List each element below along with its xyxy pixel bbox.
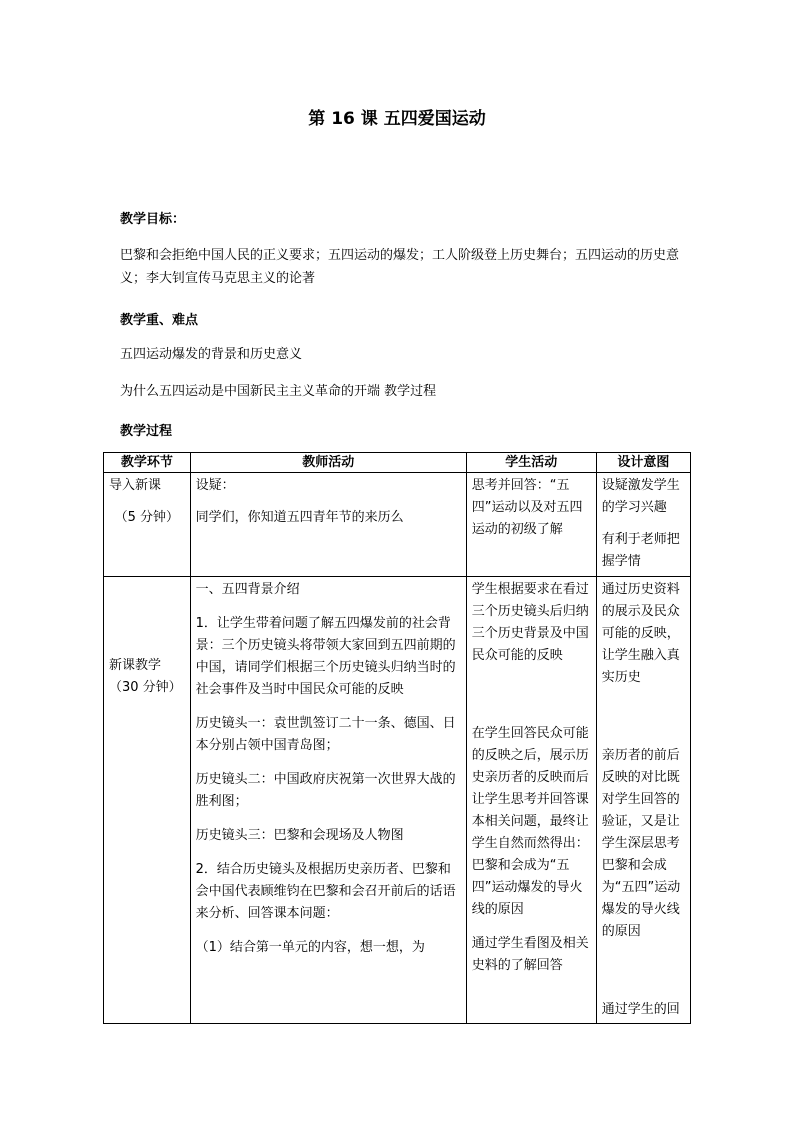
- stage-label: 导入新课: [109, 478, 162, 493]
- header-student: 学生活动: [466, 453, 596, 473]
- header-intent: 设计意图: [596, 453, 690, 473]
- stage-cell: [104, 577, 191, 1024]
- intent-text: 通过学生的回: [601, 1002, 680, 1017]
- key-points-heading: 教学重、难点: [120, 313, 199, 328]
- teacher-text: 设疑：: [195, 478, 235, 493]
- student-cell: [466, 473, 596, 577]
- key-point-2: 为什么五四运动是中国新民主主义革命的开端 教学过程: [120, 384, 437, 399]
- teacher-text: 历史镜头三：巴黎和会现场及人物图: [195, 828, 404, 843]
- intent-text: 设疑激发学生的学习兴趣: [601, 478, 680, 515]
- teacher-text: 1．让学生带着问题了解五四爆发前的社会背景：三个历史镜头将带领大家回到五四前期的中国，请同学们根据三个历史镜头归纳当时的社会事件及当时中国民众可能的反映: [195, 616, 456, 697]
- stage-time: （5 分钟）: [114, 510, 180, 525]
- lesson-plan-table: [103, 452, 691, 1024]
- intent-text: 通过历史资料的展示及民众可能的反映，让学生融入真实历史: [601, 582, 680, 685]
- key-point-1: 五四运动爆发的背景和历史意义: [120, 347, 303, 362]
- student-text: 在学生回答民众可能的反映之后，展示历史亲历者的反映而后让学生思考并回答课本相关问题，最终让学生自然而然得出：巴黎和会成为“五四”运动爆发的导火线的原因: [471, 726, 589, 917]
- student-cell: [466, 577, 596, 1024]
- table-row: [104, 473, 691, 577]
- teacher-text: 历史镜头二：中国政府庆祝第一次世界大战的胜利图；: [195, 772, 456, 809]
- table-header-row: [104, 453, 691, 473]
- goals-text: 巴黎和会拒绝中国人民的正义要求；五四运动的爆发；工人阶级登上历史舞台；五四运动的历史意义；李大钊宣传马克思主义的论著: [120, 248, 680, 286]
- teacher-text: 同学们，你知道五四青年节的来历么: [195, 510, 404, 525]
- teacher-text: 一、五四背景介绍: [195, 582, 300, 597]
- intent-text: 有利于老师把握学情: [601, 532, 680, 569]
- table-row: [104, 577, 691, 1024]
- intent-cell: [596, 473, 690, 577]
- stage-label: 新课教学（30 分钟）: [109, 658, 182, 695]
- goals-heading: 教学目标：: [120, 212, 186, 227]
- teacher-text: 历史镜头一：袁世凯签订二十一条、德国、日本分别占领中国青岛图；: [195, 716, 456, 753]
- intent-cell: [596, 577, 690, 1024]
- header-teacher: 教师活动: [190, 453, 466, 473]
- intent-text: 亲历者的前后反映的对比既对学生回答的验证，又是让学生深层思考巴黎和会成为“五四”运动爆发的导火线的原因: [601, 748, 681, 939]
- teacher-text: 2．结合历史镜头及根据历史亲历者、巴黎和会中国代表顾维钧在巴黎和会召开前后的话语来分析、回答课本问题：: [195, 862, 456, 921]
- teacher-text: （1）结合第一单元的内容，想一想，为: [195, 940, 425, 955]
- stage-cell: [104, 473, 191, 577]
- student-text: 思考并回答：“五四”运动以及对五四运动的初级了解: [471, 478, 583, 537]
- page-title: 第 16 课 五四爱国运动: [308, 109, 486, 129]
- teacher-cell: [190, 473, 466, 577]
- process-heading: 教学过程: [120, 424, 173, 439]
- teacher-cell: [190, 577, 466, 1024]
- header-stage: 教学环节: [104, 453, 191, 473]
- student-text: 学生根据要求在看过三个历史镜头后归纳三个历史背景及中国民众可能的反映: [471, 582, 589, 663]
- student-text: 通过学生看图及相关史料的了解回答: [471, 936, 589, 973]
